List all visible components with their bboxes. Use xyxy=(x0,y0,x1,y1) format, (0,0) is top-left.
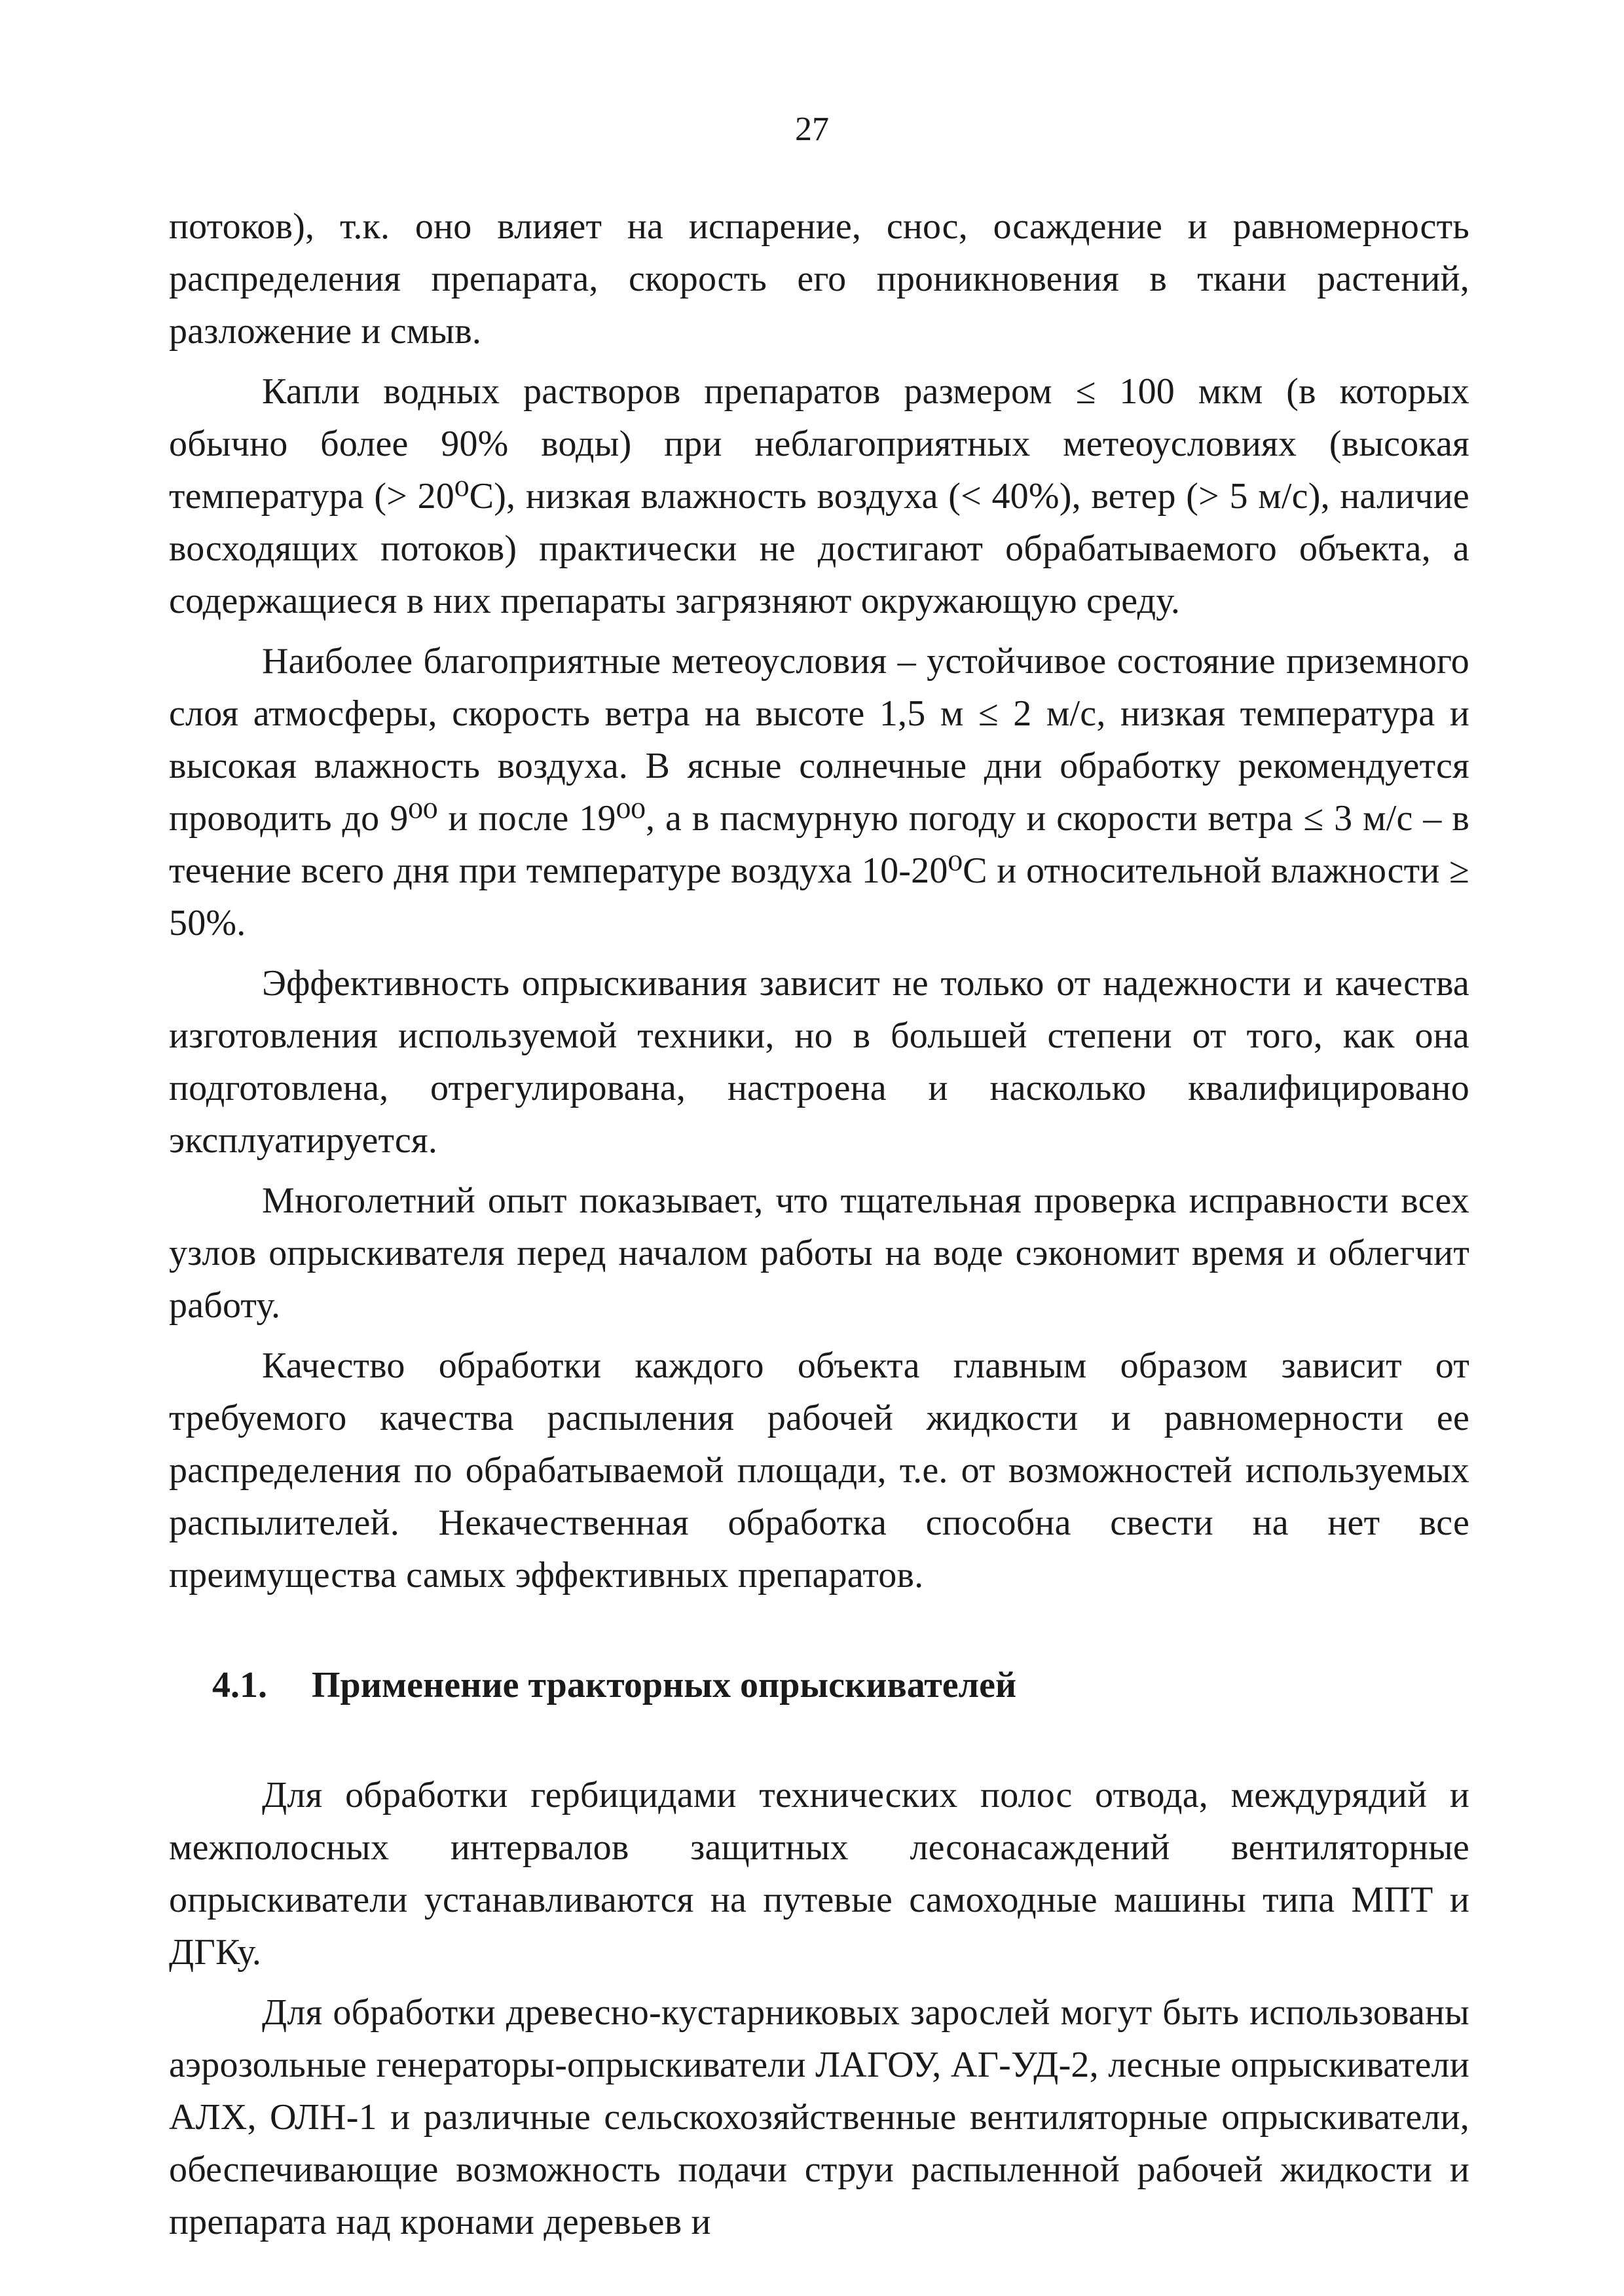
paragraph-shrub-processing: Для обработки древесно-кустарниковых зарослей могут быть использованы аэрозольные генераторы-опрыскиватели ЛАГОУ, АГ-УД-2, лесные опрыскиватели АЛХ, ОЛН-1 и различные сельскохозяйственные вентиляторные опрыскиватели, обеспечивающие возможность подачи струи распыленной рабочей жидкости и препарата над кронами деревьев и xyxy=(169,1992,1469,2242)
section-title: Применение тракторных опрыскивателей xyxy=(312,1665,1017,1705)
paragraph-droplets: Капли водных растворов препаратов размером ≤ 100 мкм (в которых обычно более 90% воды) при неблагоприятных метеоусловиях (высокая температура (> 20⁰С), низкая влажность воздуха (< 40%), ветер (> 5 м/с), наличие восходящих потоков) практически не достигают обрабатываемого объекта, а содержащиеся в них препараты загрязняют окружающую среду. xyxy=(169,371,1469,621)
paragraph-favorable-conditions: Наиболее благоприятные метеоусловия – устойчивое состояние приземного слоя атмосферы, скорость ветра на высоте 1,5 м ≤ 2 м/с, низкая температура и высокая влажность воздуха. В ясные солнечные дни обработку рекомендуется проводить до 9⁰⁰ и после 19⁰⁰, а в пасмурную погоду и скорости ветра ≤ 3 м/с – в течение всего дня при температуре воздуха 10-20⁰С и относительной влажности ≥ 50%. xyxy=(169,641,1469,943)
page-content xyxy=(169,200,1469,2256)
section-heading xyxy=(169,1659,1469,1711)
paragraph-experience: Многолетний опыт показывает, что тщательная проверка исправности всех узлов опрыскивателя перед началом работы на воде сэкономит время и облегчит работу. xyxy=(169,1180,1469,1326)
paragraph-efficiency: Эффективность опрыскивания зависит не только от надежности и качества изготовления используемой техники, но в большей степени от того, как она подготовлена, отрегулирована, настроена и насколько квалифицировано эксплуатируется. xyxy=(169,963,1469,1161)
paragraph-continuation: потоков), т.к. оно влияет на испарение, снос, осаждение и равномерность распределения препарата, скорость его проникновения в ткани растений, разложение и смыв. xyxy=(169,206,1469,352)
paragraph-herbicide-processing: Для обработки гербицидами технических полос отвода, междурядий и межполосных интервалов защитных лесонасаждений вентиляторные опрыскиватели устанавливаются на путевые самоходные машины типа МПТ и ДГКу. xyxy=(169,1775,1469,1973)
paragraph-quality: Качество обработки каждого объекта главным образом зависит от требуемого качества распыления рабочей жидкости и равномерности ее распределения по обрабатываемой площади, т.е. от возможностей используемых распылителей. Некачественная обработка способна свести на нет все преимущества самых эффективных препаратов. xyxy=(169,1345,1469,1595)
page-number: 27 xyxy=(795,111,829,148)
section-number: 4.1. xyxy=(212,1665,267,1705)
